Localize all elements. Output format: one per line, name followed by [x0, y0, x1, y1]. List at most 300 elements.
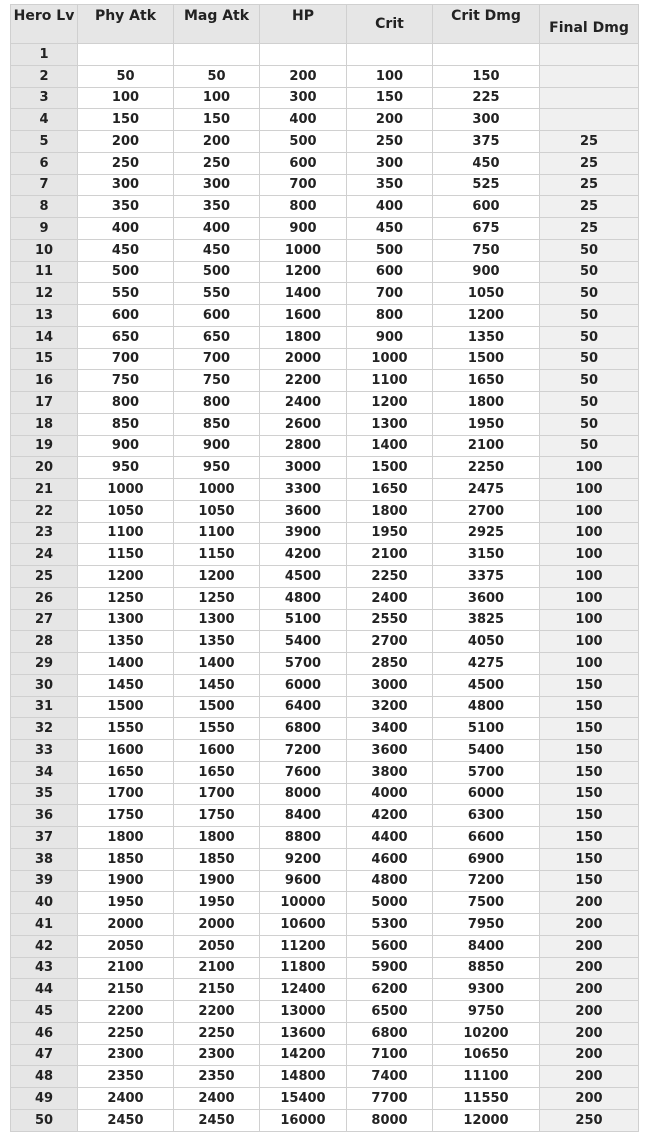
cell-crit-dmg: 5100: [433, 718, 540, 740]
table-row: [11, 305, 639, 327]
cell-mag-atk: 2450: [174, 1109, 260, 1131]
cell-phy-atk: 450: [78, 239, 174, 261]
hero-stat-table: [10, 4, 639, 1132]
cell-crit: 4200: [347, 805, 433, 827]
cell-hero-lv: 12: [11, 283, 78, 305]
table-row: [11, 261, 639, 283]
table-row: [11, 566, 639, 588]
cell-hero-lv: 25: [11, 566, 78, 588]
cell-crit-dmg: 300: [433, 109, 540, 131]
cell-crit-dmg: 6600: [433, 827, 540, 849]
cell-hp: 2000: [260, 348, 347, 370]
table-body: [11, 44, 639, 1132]
cell-final-dmg: 50: [540, 413, 639, 435]
cell-hero-lv: 20: [11, 457, 78, 479]
header-hero-lv: Hero Lv: [11, 5, 78, 44]
table-row: [11, 479, 639, 501]
cell-crit: 5600: [347, 935, 433, 957]
cell-phy-atk: 1100: [78, 522, 174, 544]
cell-hp: 14800: [260, 1066, 347, 1088]
table-row: [11, 283, 639, 305]
cell-phy-atk: 2250: [78, 1022, 174, 1044]
cell-crit-dmg: 9750: [433, 1001, 540, 1023]
cell-hero-lv: 48: [11, 1066, 78, 1088]
header-crit: Crit: [347, 5, 433, 44]
table-row: [11, 935, 639, 957]
cell-crit: 1400: [347, 435, 433, 457]
cell-crit: 5300: [347, 914, 433, 936]
cell-mag-atk: 550: [174, 283, 260, 305]
table-row: [11, 631, 639, 653]
cell-final-dmg: 100: [540, 587, 639, 609]
cell-mag-atk: 1150: [174, 544, 260, 566]
cell-final-dmg: 25: [540, 131, 639, 153]
cell-crit-dmg: 1350: [433, 326, 540, 348]
cell-final-dmg: 100: [540, 609, 639, 631]
cell-hp: 8800: [260, 827, 347, 849]
header-crit-dmg: Crit Dmg: [433, 5, 540, 44]
cell-final-dmg: 250: [540, 1109, 639, 1131]
cell-mag-atk: 1050: [174, 500, 260, 522]
table-row: [11, 892, 639, 914]
cell-hero-lv: 8: [11, 196, 78, 218]
cell-mag-atk: 1600: [174, 740, 260, 762]
cell-crit: 8000: [347, 1109, 433, 1131]
cell-crit-dmg: [433, 44, 540, 66]
cell-hero-lv: 21: [11, 479, 78, 501]
cell-mag-atk: 250: [174, 152, 260, 174]
cell-mag-atk: 900: [174, 435, 260, 457]
table-header: [11, 5, 639, 44]
cell-mag-atk: 1850: [174, 848, 260, 870]
cell-crit: 2100: [347, 544, 433, 566]
cell-mag-atk: 200: [174, 131, 260, 153]
cell-crit-dmg: 11550: [433, 1088, 540, 1110]
cell-mag-atk: [174, 44, 260, 66]
cell-hp: 2200: [260, 370, 347, 392]
cell-crit-dmg: 5400: [433, 740, 540, 762]
cell-hp: 13600: [260, 1022, 347, 1044]
cell-final-dmg: 150: [540, 761, 639, 783]
cell-crit-dmg: 11100: [433, 1066, 540, 1088]
cell-final-dmg: [540, 44, 639, 66]
cell-phy-atk: 1000: [78, 479, 174, 501]
cell-phy-atk: 850: [78, 413, 174, 435]
cell-crit: 150: [347, 87, 433, 109]
cell-hero-lv: 45: [11, 1001, 78, 1023]
cell-phy-atk: 1500: [78, 696, 174, 718]
cell-hero-lv: 1: [11, 44, 78, 66]
cell-phy-atk: 800: [78, 392, 174, 414]
cell-mag-atk: 2200: [174, 1001, 260, 1023]
cell-crit-dmg: 3825: [433, 609, 540, 631]
cell-crit-dmg: 2475: [433, 479, 540, 501]
cell-mag-atk: 1950: [174, 892, 260, 914]
cell-final-dmg: 200: [540, 1088, 639, 1110]
cell-mag-atk: 2350: [174, 1066, 260, 1088]
cell-hero-lv: 31: [11, 696, 78, 718]
cell-crit: 1950: [347, 522, 433, 544]
cell-final-dmg: 50: [540, 435, 639, 457]
table-row: [11, 696, 639, 718]
cell-final-dmg: [540, 87, 639, 109]
cell-hero-lv: 9: [11, 218, 78, 240]
cell-hero-lv: 40: [11, 892, 78, 914]
cell-crit: 300: [347, 152, 433, 174]
cell-mag-atk: 300: [174, 174, 260, 196]
cell-hp: 8000: [260, 783, 347, 805]
cell-mag-atk: 2150: [174, 979, 260, 1001]
cell-crit-dmg: 6900: [433, 848, 540, 870]
cell-final-dmg: 150: [540, 674, 639, 696]
cell-final-dmg: 100: [540, 653, 639, 675]
cell-mag-atk: 1900: [174, 870, 260, 892]
cell-mag-atk: 1650: [174, 761, 260, 783]
cell-hero-lv: 17: [11, 392, 78, 414]
cell-mag-atk: 2300: [174, 1044, 260, 1066]
cell-crit-dmg: 7500: [433, 892, 540, 914]
cell-phy-atk: 1950: [78, 892, 174, 914]
cell-hp: 800: [260, 196, 347, 218]
cell-mag-atk: 2250: [174, 1022, 260, 1044]
cell-final-dmg: 100: [540, 631, 639, 653]
cell-crit: 6800: [347, 1022, 433, 1044]
cell-hp: 12400: [260, 979, 347, 1001]
cell-mag-atk: 2100: [174, 957, 260, 979]
cell-hp: 3900: [260, 522, 347, 544]
cell-hp: 7200: [260, 740, 347, 762]
cell-mag-atk: 1100: [174, 522, 260, 544]
cell-final-dmg: 150: [540, 783, 639, 805]
cell-crit-dmg: 1950: [433, 413, 540, 435]
cell-crit-dmg: 1200: [433, 305, 540, 327]
cell-crit-dmg: 1050: [433, 283, 540, 305]
cell-mag-atk: 1700: [174, 783, 260, 805]
cell-final-dmg: 50: [540, 305, 639, 327]
cell-crit-dmg: 2250: [433, 457, 540, 479]
cell-crit: [347, 44, 433, 66]
cell-crit: 1000: [347, 348, 433, 370]
cell-hp: 200: [260, 65, 347, 87]
cell-crit-dmg: 1800: [433, 392, 540, 414]
cell-final-dmg: 200: [540, 1044, 639, 1066]
cell-final-dmg: 150: [540, 827, 639, 849]
cell-hero-lv: 34: [11, 761, 78, 783]
table-row: [11, 109, 639, 131]
cell-hp: 4800: [260, 587, 347, 609]
cell-phy-atk: 750: [78, 370, 174, 392]
cell-crit-dmg: 2700: [433, 500, 540, 522]
cell-hp: 1400: [260, 283, 347, 305]
cell-final-dmg: 150: [540, 805, 639, 827]
cell-hero-lv: 6: [11, 152, 78, 174]
cell-hero-lv: 2: [11, 65, 78, 87]
cell-hp: 4500: [260, 566, 347, 588]
header-final-dmg: Final Dmg: [540, 5, 639, 44]
cell-crit: 7400: [347, 1066, 433, 1088]
cell-hp: 500: [260, 131, 347, 153]
cell-hero-lv: 44: [11, 979, 78, 1001]
cell-phy-atk: 1300: [78, 609, 174, 631]
cell-final-dmg: 150: [540, 718, 639, 740]
cell-final-dmg: 50: [540, 326, 639, 348]
cell-final-dmg: [540, 65, 639, 87]
cell-phy-atk: 2300: [78, 1044, 174, 1066]
cell-crit: 5900: [347, 957, 433, 979]
cell-mag-atk: 1250: [174, 587, 260, 609]
cell-phy-atk: 1800: [78, 827, 174, 849]
cell-crit-dmg: 3600: [433, 587, 540, 609]
cell-crit: 600: [347, 261, 433, 283]
cell-final-dmg: 200: [540, 892, 639, 914]
cell-final-dmg: 150: [540, 870, 639, 892]
cell-crit: 500: [347, 239, 433, 261]
cell-final-dmg: 200: [540, 979, 639, 1001]
cell-crit-dmg: 1500: [433, 348, 540, 370]
cell-hp: 1800: [260, 326, 347, 348]
cell-phy-atk: 2400: [78, 1088, 174, 1110]
cell-crit: 4800: [347, 870, 433, 892]
table-row: [11, 1088, 639, 1110]
cell-hp: 4200: [260, 544, 347, 566]
table-row: [11, 392, 639, 414]
cell-mag-atk: 800: [174, 392, 260, 414]
cell-phy-atk: 250: [78, 152, 174, 174]
cell-crit: 5000: [347, 892, 433, 914]
cell-hero-lv: 22: [11, 500, 78, 522]
cell-hero-lv: 33: [11, 740, 78, 762]
cell-hero-lv: 11: [11, 261, 78, 283]
cell-final-dmg: 100: [540, 566, 639, 588]
cell-phy-atk: 200: [78, 131, 174, 153]
cell-crit: 2700: [347, 631, 433, 653]
cell-mag-atk: 950: [174, 457, 260, 479]
cell-hp: 2600: [260, 413, 347, 435]
table-row: [11, 370, 639, 392]
cell-hp: 16000: [260, 1109, 347, 1131]
cell-final-dmg: 150: [540, 740, 639, 762]
table-row: [11, 805, 639, 827]
cell-phy-atk: 350: [78, 196, 174, 218]
cell-phy-atk: 1900: [78, 870, 174, 892]
cell-hp: 14200: [260, 1044, 347, 1066]
cell-mag-atk: 1550: [174, 718, 260, 740]
cell-hp: 6000: [260, 674, 347, 696]
cell-mag-atk: 1750: [174, 805, 260, 827]
cell-mag-atk: 600: [174, 305, 260, 327]
cell-final-dmg: 200: [540, 957, 639, 979]
cell-crit: 1500: [347, 457, 433, 479]
cell-hero-lv: 46: [11, 1022, 78, 1044]
cell-mag-atk: 350: [174, 196, 260, 218]
table-row: [11, 761, 639, 783]
table-row: [11, 587, 639, 609]
cell-crit: 4000: [347, 783, 433, 805]
cell-final-dmg: 100: [540, 479, 639, 501]
table-row: [11, 740, 639, 762]
cell-phy-atk: 2350: [78, 1066, 174, 1088]
cell-hero-lv: 7: [11, 174, 78, 196]
cell-crit: 3200: [347, 696, 433, 718]
cell-crit-dmg: 9300: [433, 979, 540, 1001]
cell-phy-atk: 1400: [78, 653, 174, 675]
cell-phy-atk: 700: [78, 348, 174, 370]
cell-crit: 250: [347, 131, 433, 153]
table-row: [11, 848, 639, 870]
cell-hp: 3300: [260, 479, 347, 501]
cell-phy-atk: 1150: [78, 544, 174, 566]
cell-phy-atk: 1450: [78, 674, 174, 696]
cell-crit: 900: [347, 326, 433, 348]
cell-crit: 3400: [347, 718, 433, 740]
cell-hero-lv: 15: [11, 348, 78, 370]
table-row: [11, 718, 639, 740]
cell-crit-dmg: 3150: [433, 544, 540, 566]
cell-final-dmg: 50: [540, 370, 639, 392]
cell-crit-dmg: 225: [433, 87, 540, 109]
cell-hero-lv: 13: [11, 305, 78, 327]
cell-hero-lv: 5: [11, 131, 78, 153]
cell-phy-atk: 2150: [78, 979, 174, 1001]
cell-mag-atk: 700: [174, 348, 260, 370]
cell-hp: 5700: [260, 653, 347, 675]
cell-hero-lv: 18: [11, 413, 78, 435]
cell-crit-dmg: 525: [433, 174, 540, 196]
cell-hp: 2400: [260, 392, 347, 414]
cell-crit: 1200: [347, 392, 433, 414]
cell-hero-lv: 29: [11, 653, 78, 675]
cell-mag-atk: 750: [174, 370, 260, 392]
cell-crit: 400: [347, 196, 433, 218]
cell-crit-dmg: 675: [433, 218, 540, 240]
cell-hp: 3600: [260, 500, 347, 522]
cell-phy-atk: 1550: [78, 718, 174, 740]
cell-hp: [260, 44, 347, 66]
cell-final-dmg: 100: [540, 457, 639, 479]
cell-hero-lv: 38: [11, 848, 78, 870]
cell-final-dmg: 25: [540, 152, 639, 174]
cell-phy-atk: [78, 44, 174, 66]
cell-hero-lv: 42: [11, 935, 78, 957]
cell-crit-dmg: 375: [433, 131, 540, 153]
cell-crit-dmg: 8850: [433, 957, 540, 979]
cell-crit: 350: [347, 174, 433, 196]
cell-phy-atk: 2200: [78, 1001, 174, 1023]
header-phy-atk: Phy Atk: [78, 5, 174, 44]
table-row: [11, 218, 639, 240]
cell-phy-atk: 550: [78, 283, 174, 305]
cell-hp: 400: [260, 109, 347, 131]
cell-final-dmg: 50: [540, 261, 639, 283]
cell-phy-atk: 400: [78, 218, 174, 240]
table-row: [11, 979, 639, 1001]
cell-final-dmg: 200: [540, 935, 639, 957]
cell-phy-atk: 1750: [78, 805, 174, 827]
cell-hero-lv: 49: [11, 1088, 78, 1110]
cell-crit-dmg: 3375: [433, 566, 540, 588]
cell-hp: 13000: [260, 1001, 347, 1023]
cell-mag-atk: 1200: [174, 566, 260, 588]
cell-phy-atk: 950: [78, 457, 174, 479]
cell-phy-atk: 150: [78, 109, 174, 131]
cell-hp: 11200: [260, 935, 347, 957]
cell-crit-dmg: 900: [433, 261, 540, 283]
cell-crit: 2550: [347, 609, 433, 631]
cell-final-dmg: 200: [540, 914, 639, 936]
cell-crit-dmg: 150: [433, 65, 540, 87]
cell-crit: 3800: [347, 761, 433, 783]
cell-phy-atk: 1200: [78, 566, 174, 588]
cell-phy-atk: 1600: [78, 740, 174, 762]
cell-final-dmg: [540, 109, 639, 131]
cell-crit: 2850: [347, 653, 433, 675]
cell-hp: 5400: [260, 631, 347, 653]
cell-crit: 4600: [347, 848, 433, 870]
table-row: [11, 348, 639, 370]
cell-phy-atk: 1850: [78, 848, 174, 870]
cell-crit: 450: [347, 218, 433, 240]
table-row: [11, 1022, 639, 1044]
cell-final-dmg: 50: [540, 239, 639, 261]
cell-crit-dmg: 4800: [433, 696, 540, 718]
cell-hp: 2800: [260, 435, 347, 457]
cell-crit: 200: [347, 109, 433, 131]
table-row: [11, 196, 639, 218]
cell-phy-atk: 50: [78, 65, 174, 87]
cell-crit-dmg: 4275: [433, 653, 540, 675]
cell-crit: 4400: [347, 827, 433, 849]
header-mag-atk: Mag Atk: [174, 5, 260, 44]
table-row: [11, 827, 639, 849]
table-row: [11, 435, 639, 457]
cell-hero-lv: 28: [11, 631, 78, 653]
cell-final-dmg: 25: [540, 196, 639, 218]
cell-phy-atk: 1050: [78, 500, 174, 522]
cell-crit: 7100: [347, 1044, 433, 1066]
cell-hero-lv: 27: [11, 609, 78, 631]
cell-crit: 7700: [347, 1088, 433, 1110]
cell-mag-atk: 1400: [174, 653, 260, 675]
cell-hero-lv: 41: [11, 914, 78, 936]
table-row: [11, 44, 639, 66]
cell-mag-atk: 1350: [174, 631, 260, 653]
cell-crit-dmg: 4050: [433, 631, 540, 653]
cell-hero-lv: 35: [11, 783, 78, 805]
cell-crit-dmg: 6300: [433, 805, 540, 827]
cell-crit-dmg: 600: [433, 196, 540, 218]
cell-crit-dmg: 7200: [433, 870, 540, 892]
cell-final-dmg: 50: [540, 283, 639, 305]
cell-hero-lv: 14: [11, 326, 78, 348]
cell-crit-dmg: 4500: [433, 674, 540, 696]
cell-phy-atk: 300: [78, 174, 174, 196]
cell-hp: 300: [260, 87, 347, 109]
cell-final-dmg: 25: [540, 218, 639, 240]
cell-hero-lv: 39: [11, 870, 78, 892]
cell-crit: 6500: [347, 1001, 433, 1023]
cell-crit-dmg: 750: [433, 239, 540, 261]
cell-mag-atk: 1450: [174, 674, 260, 696]
cell-final-dmg: 200: [540, 1022, 639, 1044]
cell-crit: 1300: [347, 413, 433, 435]
cell-phy-atk: 500: [78, 261, 174, 283]
cell-hero-lv: 19: [11, 435, 78, 457]
cell-crit-dmg: 450: [433, 152, 540, 174]
cell-phy-atk: 1650: [78, 761, 174, 783]
cell-mag-atk: 500: [174, 261, 260, 283]
cell-phy-atk: 1700: [78, 783, 174, 805]
table-row: [11, 674, 639, 696]
